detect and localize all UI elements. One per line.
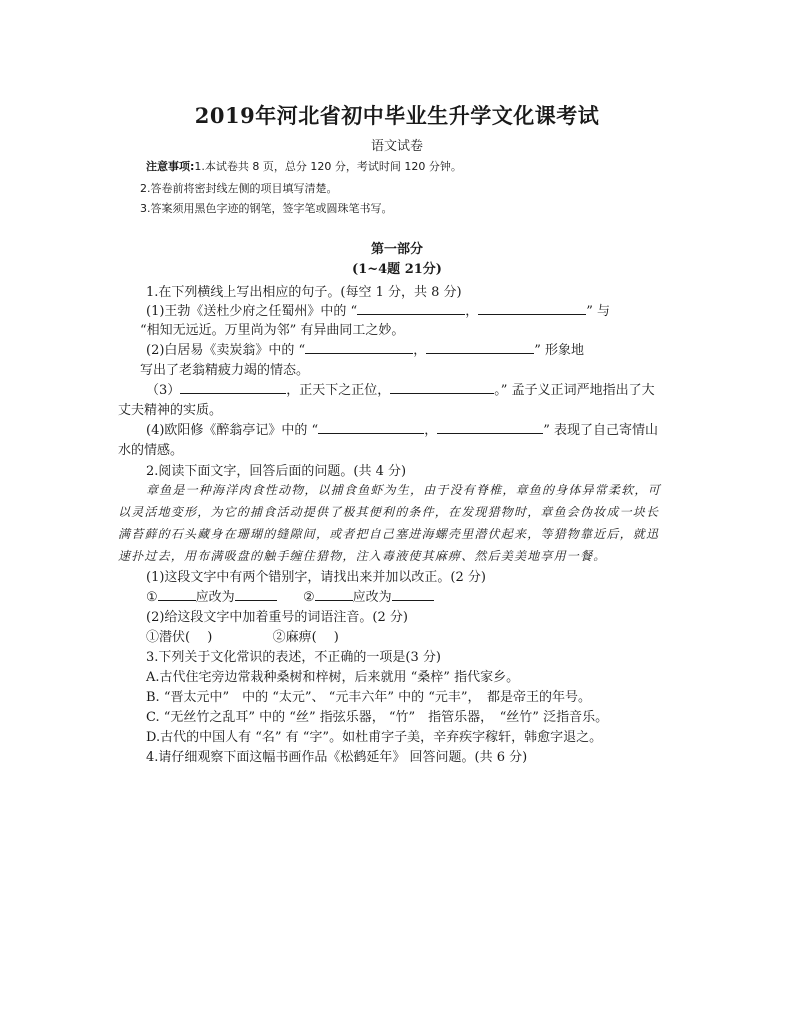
passage-line-4: 速扑过去，用布满吸盘的触手缠住猎物，注入毒液使其麻痹、然后美美地享用一餐。: [118, 549, 607, 563]
q1-sub3-prefix: （3）: [146, 383, 181, 398]
exam-subtitle: 语文试卷: [370, 139, 423, 154]
q3-stem: 3.下列关于文化常识的表述，不正确的一项是(3 分): [146, 650, 441, 665]
q1-sub3: [146, 379, 655, 398]
q1-sub4-suffix: ” 表现了自己寄情山: [543, 423, 658, 438]
q3-option-c: C. “无丝竹之乱耳” 中的 “丝” 指弦乐器， “竹” 指管乐器， “丝竹” 泛指音乐。: [146, 710, 609, 725]
q1-sub3-mid: ，正天下之正位，: [286, 383, 391, 398]
change-to-label: 应改为: [352, 590, 392, 605]
notice-label: 注意事项:: [146, 160, 195, 173]
pinyin-item-1: ①潜伏( ): [146, 630, 213, 645]
answer-blank[interactable]: [158, 588, 196, 601]
q1-sub2: [146, 339, 584, 358]
q1-sub3-suffix: 。” 孟子义正词严地指出了大: [494, 383, 655, 398]
notice-line-1: [146, 158, 462, 174]
answer-blank[interactable]: [315, 588, 353, 601]
q1-sub4: [146, 419, 658, 438]
answer-blank[interactable]: [426, 341, 534, 354]
q2-sub1-answers: [146, 586, 434, 605]
q1-stem: 1.在下列横线上写出相应的句子。(每空 1 分，共 8 分): [146, 285, 462, 300]
notice-item-1: 1.本试卷共 8 页，总分 120 分，考试时间 120 分钟。: [194, 160, 462, 173]
q1-sub1-cont: “相知无远近。万里尚为邻” 有异曲同工之妙。: [140, 323, 405, 338]
q3-option-d: D.古代的中国人有 “名” 有 “字”。如杜甫字子美，辛弃疾字稼轩，韩愈字退之。: [146, 730, 603, 745]
answer-blank[interactable]: [392, 588, 434, 601]
answer-blank[interactable]: [318, 421, 424, 434]
q1-sub3-cont: 丈夫精神的实质。: [118, 403, 223, 418]
q1-sub1: [146, 300, 610, 319]
q1-sub2-comma: ，: [413, 343, 427, 358]
answer-blank[interactable]: [437, 421, 543, 434]
q2-sub2-answers: [146, 626, 339, 645]
q3-option-a: A.古代住宅旁边常栽种桑树和梓树，后来就用 “桑梓” 指代家乡。: [146, 670, 520, 685]
q1-sub1-suffix: ” 与: [586, 304, 610, 319]
q1-sub4-comma: ，: [424, 423, 438, 438]
exam-title: 2019年河北省初中毕业生升学文化课考试: [194, 103, 600, 128]
passage-line-1: 章鱼是一种海洋肉食性动物，以捕食鱼虾为生，由于没有脊椎，章鱼的身体异常柔软，可: [146, 483, 661, 497]
notice-item-3: 3.答案须用黑色字迹的钢笔，签字笔或圆珠笔书写。: [140, 202, 393, 215]
notice-item-2: 2.答卷前将密封线左侧的项目填写清楚。: [140, 182, 338, 195]
q1-sub2-suffix: ” 形象地: [534, 343, 584, 358]
q2-sub1: (1)这段文字中有两个错别字，请找出来并加以改正。(2 分): [146, 570, 486, 585]
q2-sub2: (2)给这段文字中加着重号的词语注音。(2 分): [146, 610, 408, 625]
q2-stem: 2.阅读下面文字，回答后面的问题。(共 4 分): [146, 464, 407, 479]
passage-line-2: 以灵活地变形，为它的捕食活动提供了极其便利的条件，在发现猎物时，章鱼会伪妆成一块长: [118, 505, 660, 519]
q1-sub1-prefix: (1)王勃《送杜少府之任蜀州》中的 “: [146, 304, 358, 319]
part-heading: 第一部分: [370, 242, 423, 257]
q1-sub2-prefix: (2)白居易《卖炭翁》中的 “: [146, 343, 306, 358]
answer-blank[interactable]: [357, 302, 465, 315]
answer-blank[interactable]: [390, 381, 494, 394]
q3-option-b: B. “晋太元中” 中的 “太元”、 “元丰六年” 中的 “元丰”， 都是帝王的年号。: [146, 690, 592, 705]
marker-2: ②: [302, 590, 315, 605]
pinyin-item-2: ②麻痹( ): [272, 630, 339, 645]
q1-sub4-cont: 水的情感。: [118, 443, 184, 458]
q4-stem: 4.请仔细观察下面这幅书画作品《松鹤延年》 回答问题。(共 6 分): [146, 750, 528, 765]
answer-blank[interactable]: [478, 302, 586, 315]
q1-sub2-cont: 写出了老翁精疲力竭的情态。: [140, 363, 310, 378]
q1-sub1-comma: ，: [465, 304, 479, 319]
change-to-label: 应改为: [195, 590, 235, 605]
part-range: (1~4题 21分): [352, 262, 442, 277]
passage-line-3: 满苔藓的石头藏身在珊瑚的缝隙间，或者把自己塞进海螺壳里潜伏起来，等猎物靠近后，就迅: [118, 527, 660, 541]
answer-blank[interactable]: [305, 341, 413, 354]
answer-blank[interactable]: [235, 588, 277, 601]
marker-1: ①: [146, 590, 158, 605]
q1-sub4-prefix: (4)欧阳修《醉翁亭记》中的 “: [146, 423, 319, 438]
answer-blank[interactable]: [180, 381, 286, 394]
